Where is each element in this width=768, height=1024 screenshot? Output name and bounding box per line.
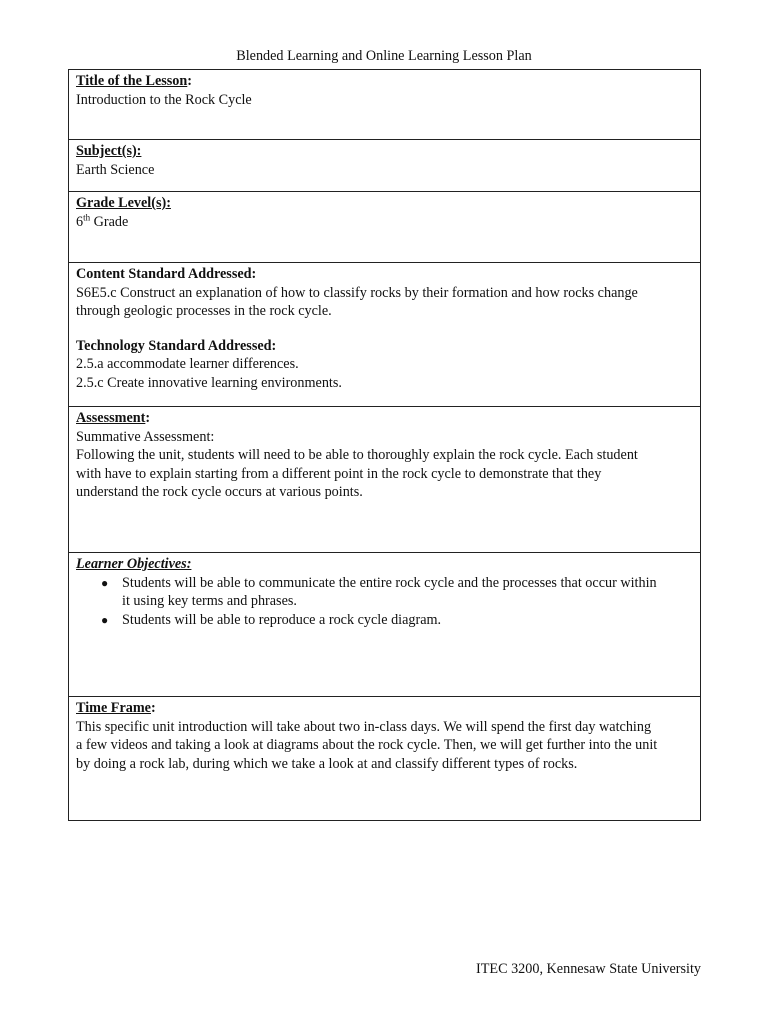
assessment-line-3: understand the rock cycle occurs at various points. [76, 484, 363, 500]
learner-objectives-section [69, 553, 700, 697]
technology-standard-line-2: 2.5.c Create innovative learning environments. [76, 374, 342, 391]
learner-objectives-list [76, 574, 693, 630]
grade-levels-heading: Grade Level(s): [76, 195, 171, 211]
document-title: Blended Learning and Online Learning Lesson Plan [236, 48, 532, 64]
grade-ordinal-suffix: th [83, 211, 91, 222]
subjects-heading: Subject(s): [76, 143, 142, 159]
time-frame-line-2: a few videos and taking a look at diagrams about the rock cycle. Then, we will get further into the unit [76, 737, 658, 753]
time-frame-line-3: by doing a rock lab, during which we take a look at and classify different types of rocks. [76, 755, 578, 772]
assessment-heading: Assessment [76, 410, 146, 426]
learner-objectives-heading: Learner Objectives: [76, 556, 192, 572]
assessment-section [69, 407, 700, 553]
technology-standard-line-1: 2.5.a accommodate learner differences. [76, 356, 299, 372]
assessment-colon: : [145, 410, 151, 426]
assessment-type: Summative Assessment: [76, 428, 215, 445]
title-of-lesson-heading: Title of the Lesson [76, 73, 188, 89]
grade-levels-section [69, 192, 700, 263]
grade-word: Grade [90, 213, 129, 230]
assessment-line-2: with have to explain starting from a different point in the rock cycle to demonstrate that they [76, 465, 602, 482]
bullet-icon: ● [101, 612, 109, 627]
standards-spacer [76, 321, 693, 337]
subjects-value: Earth Science [76, 161, 155, 178]
content-standard-line-2: through geologic processes in the rock cycle. [76, 303, 332, 319]
objective-2-line-1: Students will be able to reproduce a rock cycle diagram. [122, 611, 442, 628]
title-of-lesson-section [69, 70, 700, 140]
content-standard-line-1: S6E5.c Construct an explanation of how to classify rocks by their formation and how rocks change [76, 284, 638, 301]
time-frame-section [69, 697, 700, 820]
lesson-plan-table [68, 69, 701, 821]
list-item [101, 611, 693, 630]
document-footer: ITEC 3200, Kennesaw State University [476, 961, 701, 977]
objective-1-line-1: Students will be able to communicate the entire rock cycle and the processes that occur within [122, 574, 657, 591]
title-of-lesson-colon: : [187, 73, 193, 89]
assessment-line-1: Following the unit, students will need to be able to thoroughly explain the rock cycle. Each student [76, 447, 638, 463]
time-frame-line-1: This specific unit introduction will take about two in-class days. We will spend the first day watching [76, 718, 652, 735]
grade-number: 6 [76, 213, 84, 230]
title-of-lesson-value: Introduction to the Rock Cycle [76, 91, 252, 108]
time-frame-colon: : [150, 700, 156, 716]
list-item [101, 574, 693, 611]
time-frame-heading: Time Frame [76, 700, 151, 716]
objective-1-line-2: it using key terms and phrases. [122, 593, 297, 609]
grade-levels-value [76, 213, 693, 232]
technology-standard-heading: Technology Standard Addressed: [76, 337, 277, 354]
bullet-icon: ● [101, 575, 109, 590]
subjects-section [69, 140, 700, 192]
content-standard-heading: Content Standard Addressed: [76, 266, 257, 282]
standards-section [69, 263, 700, 407]
